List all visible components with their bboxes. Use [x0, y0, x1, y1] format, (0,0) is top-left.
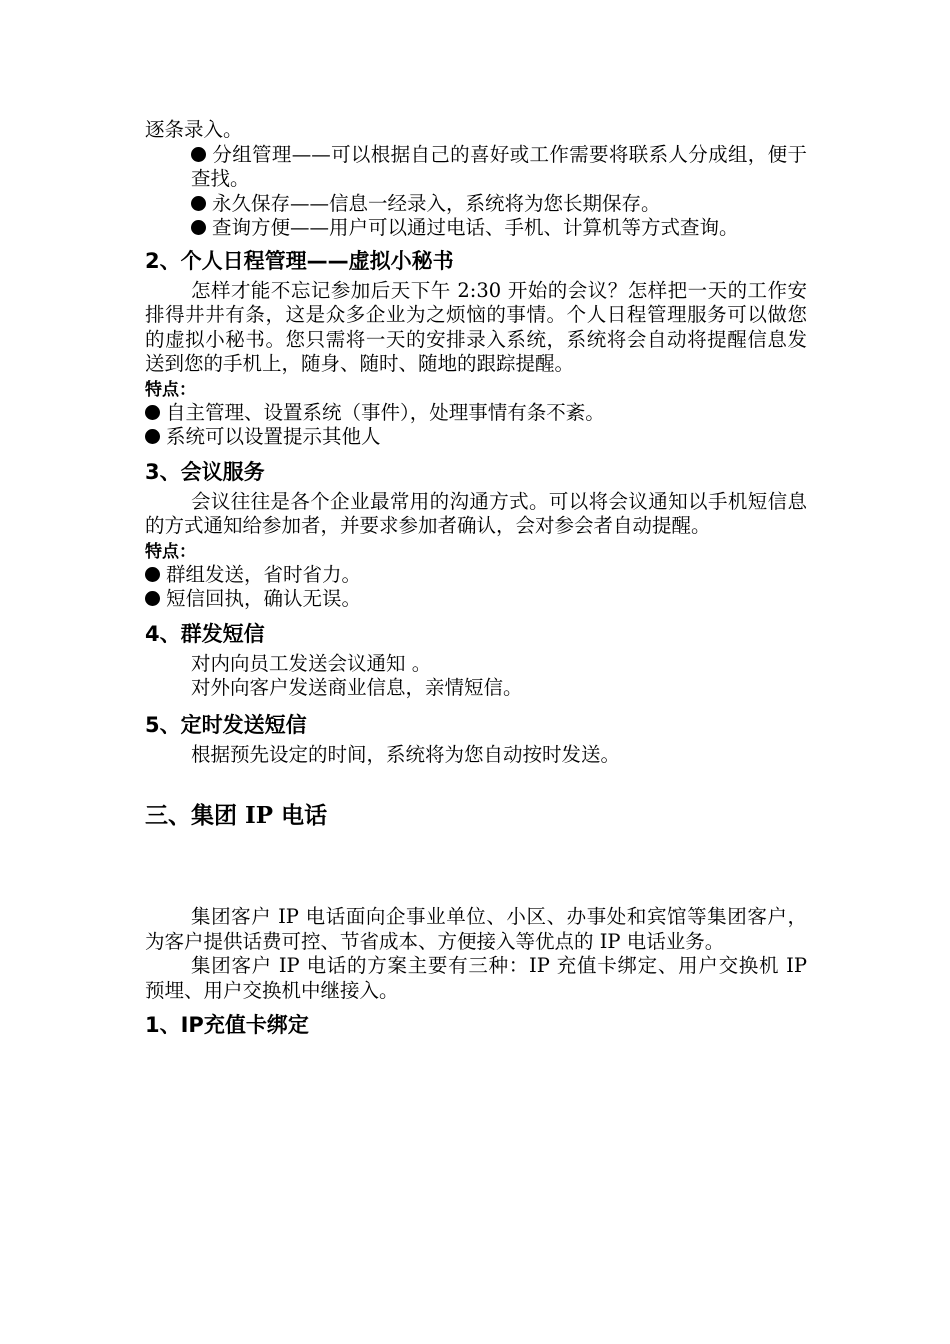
section-heading: 4、群发短信: [145, 621, 265, 646]
section-body: 根据预先设定的时间，系统将为您自动按时发送。: [191, 742, 621, 766]
features-label: 特点：: [145, 379, 196, 400]
part-heading: 三、集团 IP 电话: [145, 802, 328, 829]
bullet-icon: [191, 196, 206, 211]
list-item: 系统可以设置提示其他人: [145, 425, 807, 450]
section-body: 会议往往是各个企业最常用的沟通方式。可以将会议通知以手机短信息的方式通知给参加者，并要求参加者确认，会对参会者自动提醒。: [145, 489, 807, 537]
list-item: 分组管理——可以根据自己的喜好或工作需要将联系人分成组，便于查找。: [191, 142, 807, 190]
section-heading: 2、个人日程管理——虚拟小秘书: [145, 248, 454, 273]
subsection-heading: 1、IP充值卡绑定: [145, 1013, 309, 1037]
section-line: 对内向员工发送会议通知 。: [191, 651, 432, 675]
bullet-icon: [145, 405, 160, 420]
bullet-icon: [145, 591, 160, 606]
section-line: 对外向客户发送商业信息，亲情短信。: [191, 676, 523, 699]
part-body: 集团客户 IP 电话面向企事业单位、小区、办事处和宾馆等集团客户，为客户提供话费可控、节省成本、方便接入等优点的 IP 电话业务。: [145, 905, 807, 953]
bullet-icon: [145, 429, 160, 444]
section-heading: 5、定时发送短信: [145, 712, 307, 737]
top-fragment: 逐条录入。: [145, 118, 243, 141]
list-item: 查询方便——用户可以通过电话、手机、计算机等方式查询。: [145, 216, 807, 241]
section-body: 怎样才能不忘记参加后天下午 2:30 开始的会议？怎样把一天的工作安排得井井有条，这是众多企业为之烦恼的事情。个人日程管理服务可以做您的虚拟小秘书。您只需将一天的安排录入系统，系统将会自动将提醒信息发送到您的手机上，随身、随时、随地的跟踪提醒。: [145, 278, 807, 375]
list-item: 群组发送，省时省力。: [145, 563, 807, 588]
bullet-icon: [191, 147, 206, 162]
bullet-icon: [191, 220, 206, 235]
bullet-icon: [145, 567, 160, 582]
list-item: 短信回执，确认无误。: [145, 587, 807, 612]
part-body: 集团客户 IP 电话的方案主要有三种：IP 充值卡绑定、用户交换机 IP 预埋、用户交换机中继接入。: [145, 954, 807, 1002]
document-page: [145, 118, 807, 1039]
list-item: 自主管理、设置系统（事件），处理事情有条不紊。: [145, 401, 807, 426]
features-label: 特点：: [145, 541, 196, 562]
list-item: 永久保存——信息一经录入，系统将为您长期保存。: [145, 192, 807, 217]
section-heading: 3、会议服务: [145, 459, 265, 484]
